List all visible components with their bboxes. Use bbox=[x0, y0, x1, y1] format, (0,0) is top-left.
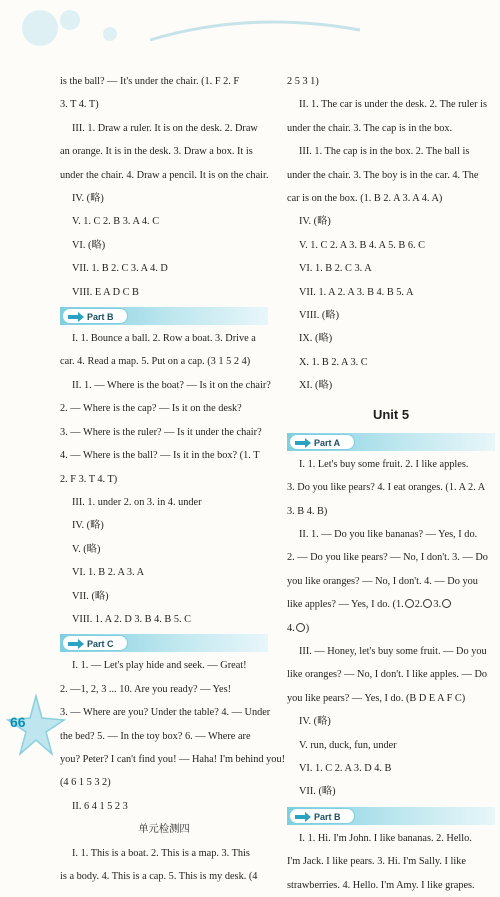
answer-line: under the chair. 3. The cap is in the box. bbox=[287, 122, 453, 134]
answer-line: VI. 1. B 2. C 3. A bbox=[299, 263, 372, 275]
unit-title: Unit 5 bbox=[372, 406, 410, 422]
answer-line: 2. — Do you like pears? — No, I don't. 3. — Do bbox=[287, 552, 488, 564]
answer-line: I. 1. Bounce a ball. 2. Row a boat. 3. Drive a bbox=[72, 333, 256, 345]
answer-line: 2. F 3. T 4. T) bbox=[60, 473, 118, 485]
answer-line: 3. Do you like pears? 4. I eat oranges. (1. A 2. A bbox=[287, 482, 486, 494]
answer-line: 2. —1, 2, 3 ... 10. Are you ready? — Yes! bbox=[60, 683, 232, 695]
answer-line: 3. B 4. B) bbox=[287, 505, 328, 517]
smile-face-icon bbox=[405, 599, 414, 608]
answer-line: you like pears? — Yes, I do. (B D E A F C) bbox=[287, 692, 466, 704]
answer-line: (4 6 1 5 3 2) bbox=[60, 777, 111, 789]
answer-line: I'm Jack. I like pears. 3. Hi. I'm Sally. I like bbox=[287, 856, 466, 868]
answer-line: II. 1. — Do you like bananas? — Yes, I do. bbox=[299, 528, 478, 540]
answer-line: is a body. 4. This is a cap. 5. This is my desk. (4 bbox=[60, 871, 258, 882]
answer-line: 4. — Where is the ball? — Is it in the box? (1. T bbox=[60, 450, 260, 462]
header-decoration bbox=[0, 0, 500, 60]
answer-line: car is on the box. (1. B 2. A 3. A 4. A) bbox=[287, 193, 443, 205]
answer-line: IV. (略) bbox=[72, 520, 104, 532]
answer-line: V. (略) bbox=[72, 543, 101, 555]
answer-line: IX. (略) bbox=[299, 333, 333, 345]
part-label-text: Part A bbox=[314, 437, 341, 448]
part-label-text: Part B bbox=[87, 312, 114, 323]
part-b-header bbox=[60, 307, 268, 325]
arrow-icon bbox=[294, 812, 312, 822]
answer-line: VII. 1. A 2. A 3. B 4. B 5. A bbox=[299, 286, 414, 298]
answer-line: VI. 1. B 2. A 3. A bbox=[72, 567, 145, 579]
answer-line: III. 1. The cap is in the box. 2. The ball is bbox=[299, 146, 470, 158]
answer-line: I. 1. — Let's play hide and seek. — Great! bbox=[72, 660, 247, 672]
answer-line: under the chair. 3. The boy is in the car. 4. The bbox=[287, 169, 479, 181]
page-number: 66 bbox=[10, 714, 26, 730]
answer-line: I. 1. Let's buy some fruit. 2. I like apples. bbox=[299, 458, 469, 470]
answer-line: 2 5 3 1) bbox=[287, 76, 319, 87]
answer-line: VI. (略) bbox=[72, 239, 106, 251]
answer-line: X. 1. B 2. A 3. C bbox=[299, 356, 368, 368]
part-a-label bbox=[289, 434, 355, 450]
answer-line: II. 6 4 1 5 2 3 bbox=[72, 800, 128, 812]
answer-line: strawberries. 4. Hello. I'm Amy. I like grapes. bbox=[287, 879, 475, 891]
answer-line: VI. 1. C 2. A 3. D 4. B bbox=[299, 762, 392, 774]
answer-line: you like oranges? — No, I don't. 4. — Do you bbox=[287, 575, 478, 587]
answer-line: I. 1. Hi. I'm John. I like bananas. 2. Hello. bbox=[299, 832, 472, 844]
unit-test-title: 单元检测四 bbox=[138, 824, 190, 836]
right-column bbox=[287, 70, 495, 897]
smile-face-icon bbox=[296, 623, 305, 632]
answer-line: VIII. (略) bbox=[299, 310, 340, 322]
answer-line: IV. (略) bbox=[72, 193, 104, 205]
part-a-header bbox=[287, 433, 495, 451]
part-b-label bbox=[289, 808, 355, 824]
answer-line: V. 1. C 2. B 3. A 4. C bbox=[72, 216, 160, 228]
arrow-icon bbox=[67, 639, 85, 649]
part-c-header bbox=[60, 634, 268, 652]
answer-line: an orange. It is in the desk. 3. Draw a box. It is bbox=[60, 146, 253, 158]
answer-line: like oranges? — No, I don't. I like apples. — Do bbox=[287, 669, 488, 681]
answer-line: IV. (略) bbox=[299, 716, 331, 728]
answer-line: you? Peter? I can't find you! — Haha! I'm behind you! bbox=[60, 753, 286, 765]
answer-line: III. 1. Draw a ruler. It is on the desk. 2. Draw bbox=[72, 122, 258, 134]
answer-line: V. 1. C 2. A 3. B 4. A 5. B 6. C bbox=[299, 239, 425, 251]
answer-line: under the chair. 4. Draw a pencil. It is on the chair. bbox=[60, 169, 269, 181]
arrow-icon bbox=[67, 312, 85, 322]
answer-line: VII. (略) bbox=[299, 786, 336, 798]
answer-line: II. 1. — Where is the boat? — Is it on the chair? bbox=[72, 379, 271, 391]
answer-line: the bed? 5. — In the toy box? 6. — Where are bbox=[60, 730, 251, 742]
answer-line: VIII. E A D C B bbox=[72, 286, 139, 298]
answer-line: 4. ) bbox=[287, 622, 310, 634]
part-c-label bbox=[62, 635, 128, 651]
answer-line: I. 1. This is a boat. 2. This is a map. 3. This bbox=[72, 847, 250, 859]
answer-line: 3. — Where are you? Under the table? 4. — Under bbox=[60, 707, 271, 719]
part-label-text: Part C bbox=[87, 639, 114, 650]
answer-line: XI. (略) bbox=[299, 380, 333, 392]
answer-line: V. run, duck, fun, under bbox=[299, 739, 397, 751]
answer-line: VII. (略) bbox=[72, 590, 109, 602]
answer-line: like apples? — Yes, I do. (1. 2. 3. bbox=[287, 593, 495, 616]
answer-line: III. 1. under 2. on 3. in 4. under bbox=[72, 496, 202, 508]
answer-text: like apples? — Yes, I do. (1. bbox=[287, 599, 404, 611]
answer-line: III. — Honey, let's buy some fruit. — Do you bbox=[299, 645, 487, 657]
answer-text: 4. bbox=[287, 622, 295, 634]
answer-line: VIII. 1. A 2. D 3. B 4. B 5. C bbox=[72, 613, 191, 625]
answer-line: 3. T 4. T) bbox=[60, 99, 99, 111]
part-b-header bbox=[287, 807, 495, 825]
part-label-text: Part B bbox=[314, 811, 341, 822]
left-column bbox=[60, 70, 286, 888]
arrow-icon bbox=[294, 438, 312, 448]
sad-face-icon bbox=[423, 599, 432, 608]
answer-line: VII. 1. B 2. C 3. A 4. D bbox=[72, 263, 168, 275]
part-b-label bbox=[62, 308, 128, 324]
answer-line: car. 4. Read a map. 5. Put on a cap. (3 1 5 2 4) bbox=[60, 356, 251, 368]
answer-line: IV. (略) bbox=[299, 216, 331, 228]
sad-face-icon bbox=[442, 599, 451, 608]
answer-line: is the ball? — It's under the chair. (1. F 2. F bbox=[60, 76, 240, 87]
answer-line: 3. — Where is the ruler? — Is it under the chair? bbox=[60, 426, 262, 438]
answer-line: II. 1. The car is under the desk. 2. The ruler is bbox=[299, 99, 488, 111]
answer-line: 2. — Where is the cap? — Is it on the desk? bbox=[60, 403, 242, 415]
